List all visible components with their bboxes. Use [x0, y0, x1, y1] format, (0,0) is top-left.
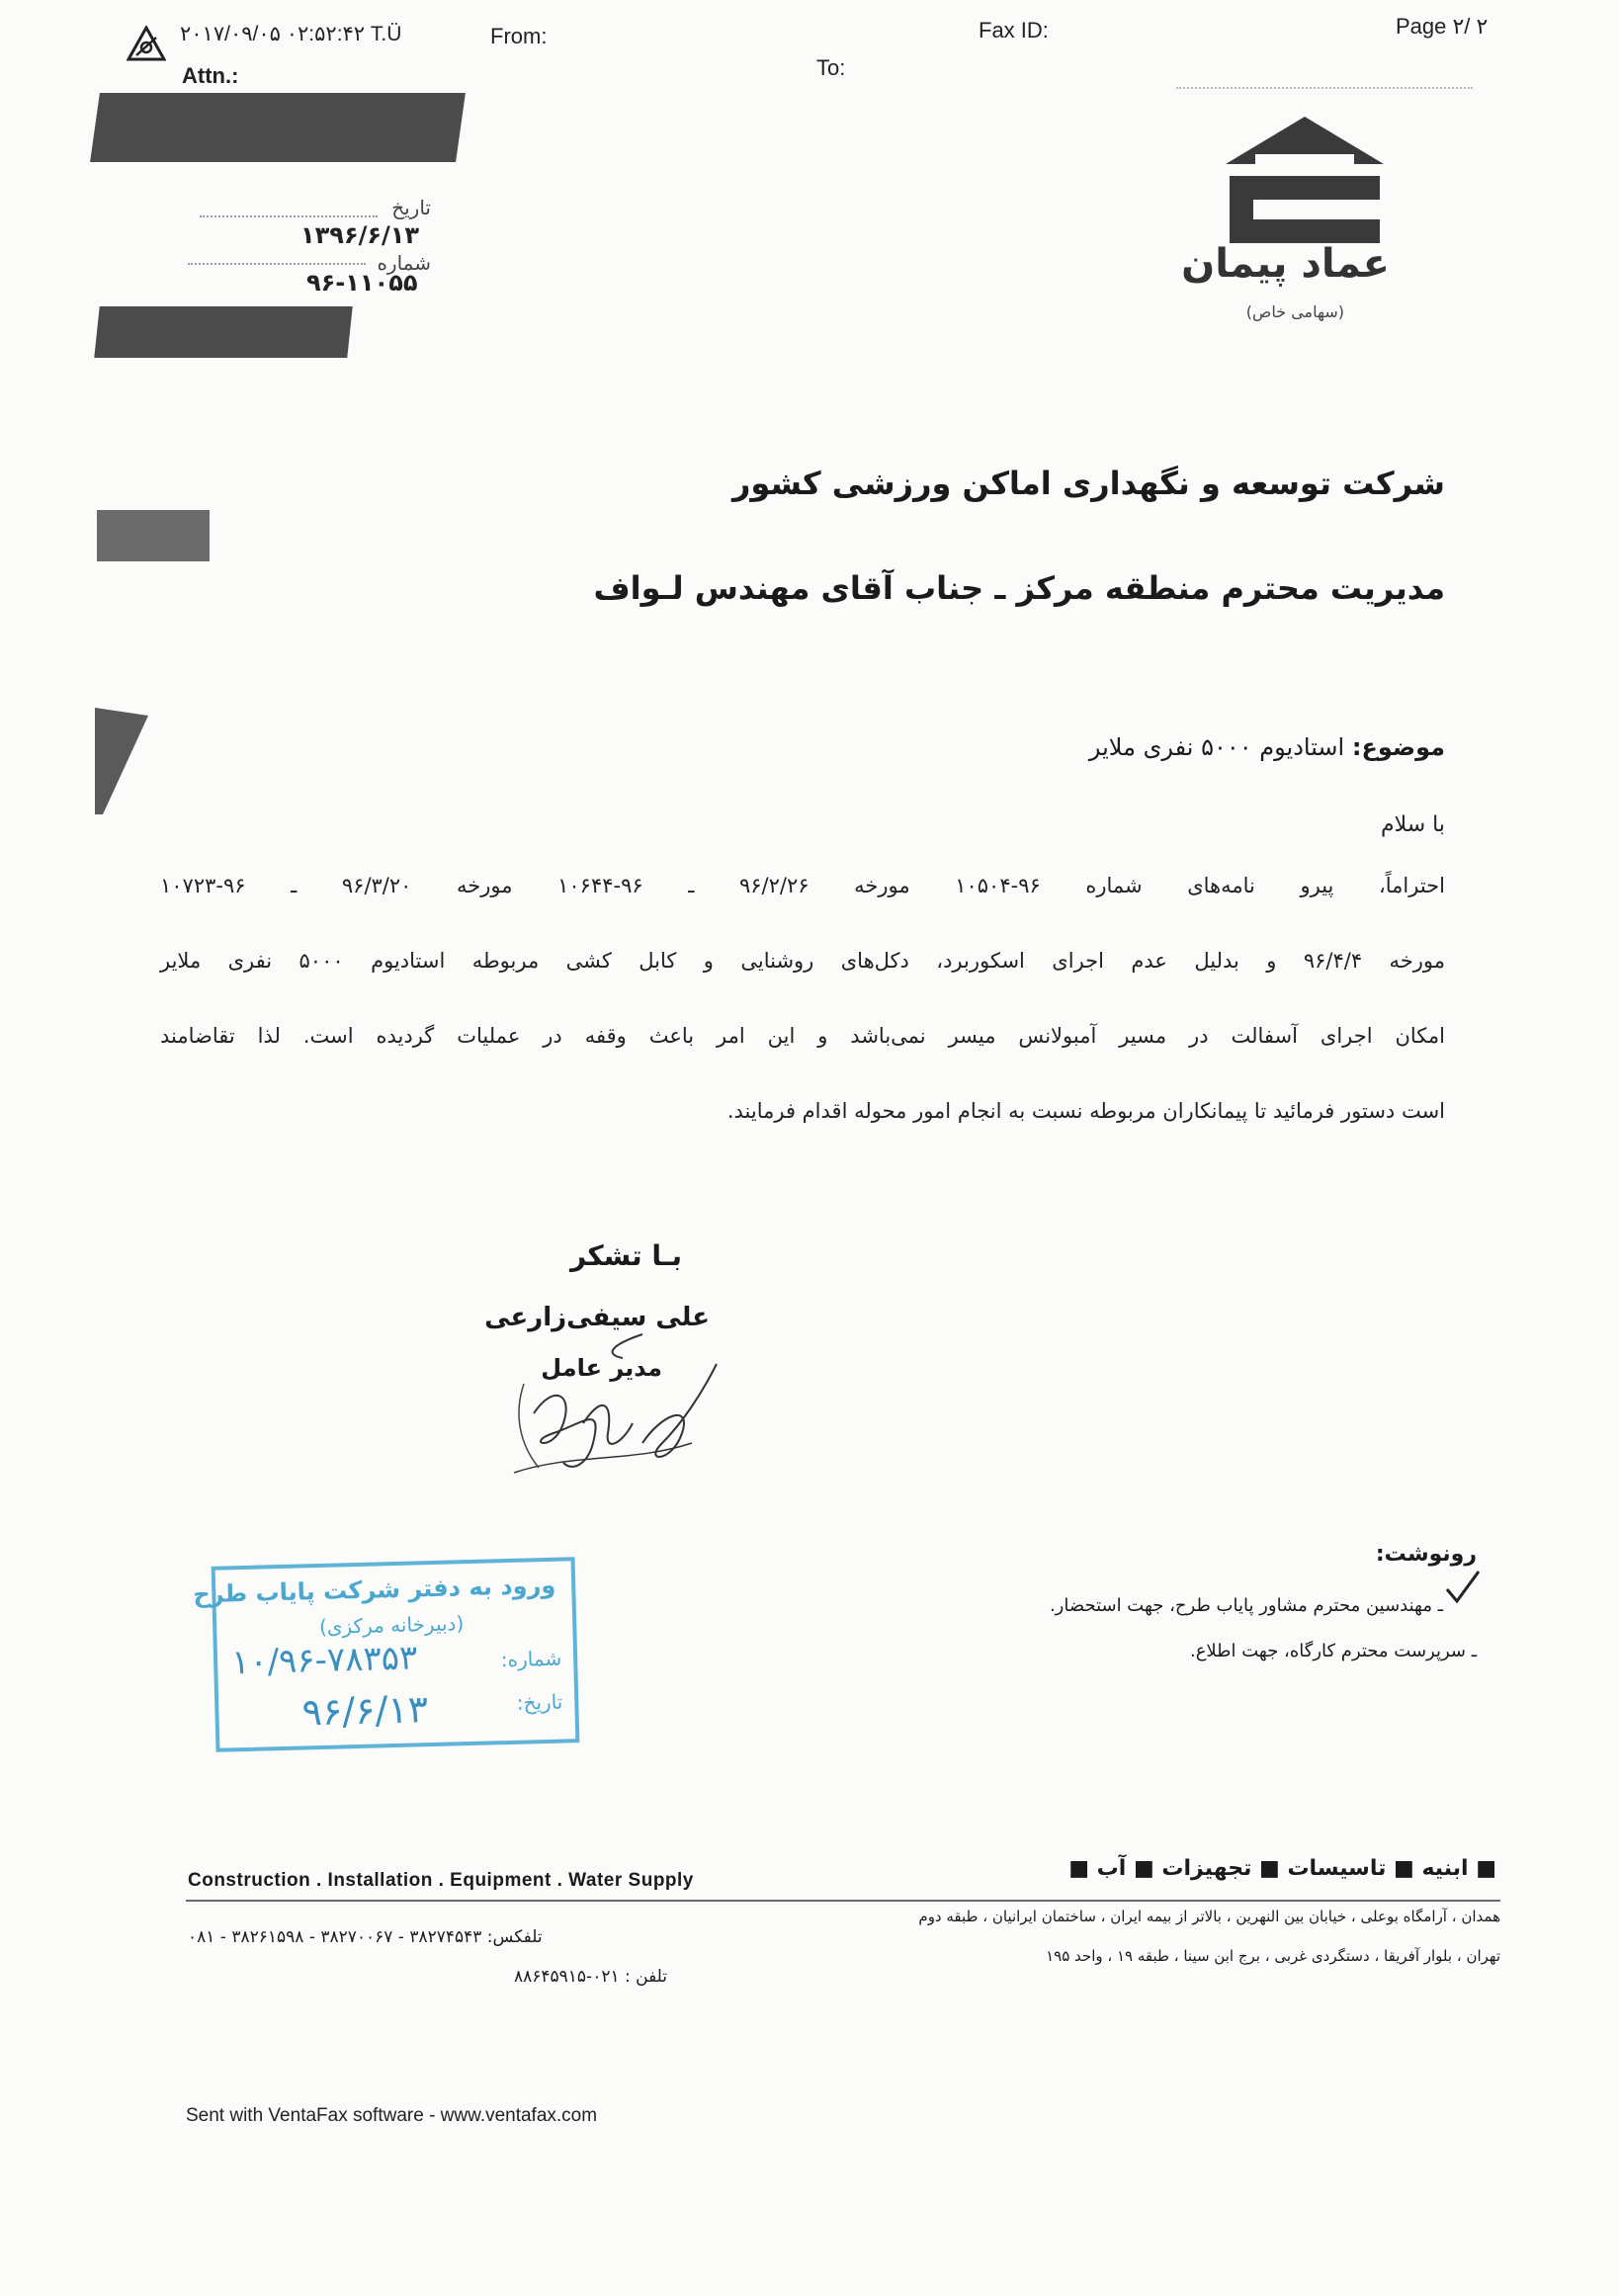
date-label: تاریخ	[391, 196, 431, 219]
fax-datetime: ۲۰۱۷/۰۹/۰۵ ۰۲:۵۲:۴۲ T.Ü	[180, 23, 402, 45]
cc-item: ـ سرپرست محترم کارگاه، جهت اطلاع.	[1189, 1641, 1477, 1661]
footer-phone-hamedan: تلفکس: ۳۸۲۷۴۵۴۳ - ۳۸۲۷۰۰۶۷ - ۳۸۲۶۱۵۹۸ - ۰۸۱	[188, 1927, 543, 1947]
receipt-stamp	[193, 1557, 580, 1752]
company-logo-icon	[1206, 109, 1404, 247]
stamp-date-label: تاریخ:	[516, 1689, 563, 1715]
redaction-block	[95, 708, 150, 816]
date-dotted-line	[200, 215, 378, 217]
redaction-block	[97, 510, 210, 561]
footer-persian-services: ■ ابنیه ■ تاسیسات ■ تجهیزات ■ آب ■	[1068, 1856, 1496, 1881]
checkmark-icon	[1441, 1568, 1483, 1609]
redaction-block	[94, 306, 352, 358]
stamp-line1: ورود به دفتر شرکت پایاب طرح	[193, 1571, 556, 1609]
fax-attn-label: Attn.:	[182, 63, 239, 88]
company-logo	[1181, 109, 1404, 336]
body-line: امکان اجرای آسفالت در مسیر آمبولانس میسر نمی‌باشد و این امر باعث وقفه در عملیات گردیده است. لذا تقاضامند	[160, 1024, 1445, 1048]
cc-item: ـ مهندسین محترم مشاور پایاب طرح، جهت استحضار.	[1049, 1595, 1443, 1616]
company-name: عماد پیمان	[1181, 241, 1390, 287]
footer-address-hamedan: همدان ، آرامگاه بوعلی ، خیابان بین النهرین ، بالاتر از بیمه ایران ، ساختمان ایرانیان ، طبقه دوم	[918, 1908, 1500, 1925]
company-type: (سهامی خاص)	[1245, 302, 1344, 321]
signature-title: مدیر عامل	[541, 1354, 662, 1382]
body-line: است دستور فرمائید تا پیمانکاران مربوطه نسبت به انجام امور محوله اقدام فرمایند.	[726, 1099, 1445, 1123]
footer-rule	[186, 1900, 1500, 1902]
subject-label: موضوع:	[1351, 733, 1445, 761]
fax-logo-icon	[127, 26, 166, 61]
signature-block	[465, 1226, 741, 1483]
greeting: با سلام	[1380, 812, 1445, 837]
fax-to-label: To:	[816, 55, 846, 80]
signature-closing: بـا تشکر	[569, 1239, 682, 1272]
body-line: مورخه ۹۶/۴/۴ و بدلیل عدم اجرای اسکوربرد، دکل‌های روشنایی و کابل کشی مربوطه استادیوم ۵۰۰۰ نفری ملایر	[160, 949, 1445, 973]
footer-phone-tehran: تلفن : ۰۲۱-۸۸۶۴۵۹۱۵	[514, 1967, 668, 1987]
cc-label: رونوشت:	[1375, 1542, 1477, 1567]
cc-block	[969, 1542, 1483, 1690]
stamp-line2: (دبیرخانه مرکزی)	[318, 1611, 465, 1640]
footer-address-tehran: تهران ، بلوار آفریقا ، دستگردی غربی ، برج ابن سینا ، طبقه ۱۹ ، واحد ۱۹۵	[1046, 1947, 1500, 1965]
handwritten-signature	[494, 1324, 731, 1483]
redaction-block	[90, 93, 466, 162]
fax-page-label: Page ۲/ ۲	[1396, 14, 1489, 39]
header-dotted-rule	[1176, 87, 1473, 89]
fax-id-label: Fax ID:	[979, 18, 1049, 43]
number-dotted-line	[188, 263, 366, 265]
fax-software-footer: Sent with VentaFax software - www.ventafax.com	[186, 2105, 598, 2126]
signature-name: علی سیفی‌زارعی	[484, 1303, 710, 1332]
body-line: احتراماً، پیرو نامه‌های شماره ۹۶-۱۰۵۰۴ مورخه ۹۶/۲/۲۶ ـ ۹۶-۱۰۶۴۴ مورخه ۹۶/۳/۲۰ ـ ۹۶-۱۰۷۲۳	[160, 874, 1445, 897]
stamp-number-label: شماره:	[500, 1646, 562, 1672]
stamp-date-value: ۹۶/۶/۱۳	[300, 1687, 429, 1735]
recipient-addressee: مدیریت محترم منطقه مرکز ـ جناب آقای مهندس لـواف	[593, 569, 1445, 607]
number-value: ۹۶-۱۱۰۵۵	[306, 269, 418, 297]
date-value: ۱۳۹۶/۶/۱۳	[300, 221, 420, 249]
fax-from-label: From:	[490, 24, 548, 48]
recipient-organization: شرکت توسعه و نگهداری اماکن ورزشی کشور	[732, 465, 1445, 502]
footer-english-services: Construction . Installation . Equipment . Water Supply	[188, 1870, 694, 1891]
subject-text: استادیوم ۵۰۰۰ نفری ملایر	[1088, 733, 1345, 761]
number-label: شماره	[377, 251, 431, 275]
stamp-number-value: ۱۰/۹۶-۷۸۳۵۳	[230, 1638, 418, 1683]
subject-line	[1089, 733, 1445, 761]
